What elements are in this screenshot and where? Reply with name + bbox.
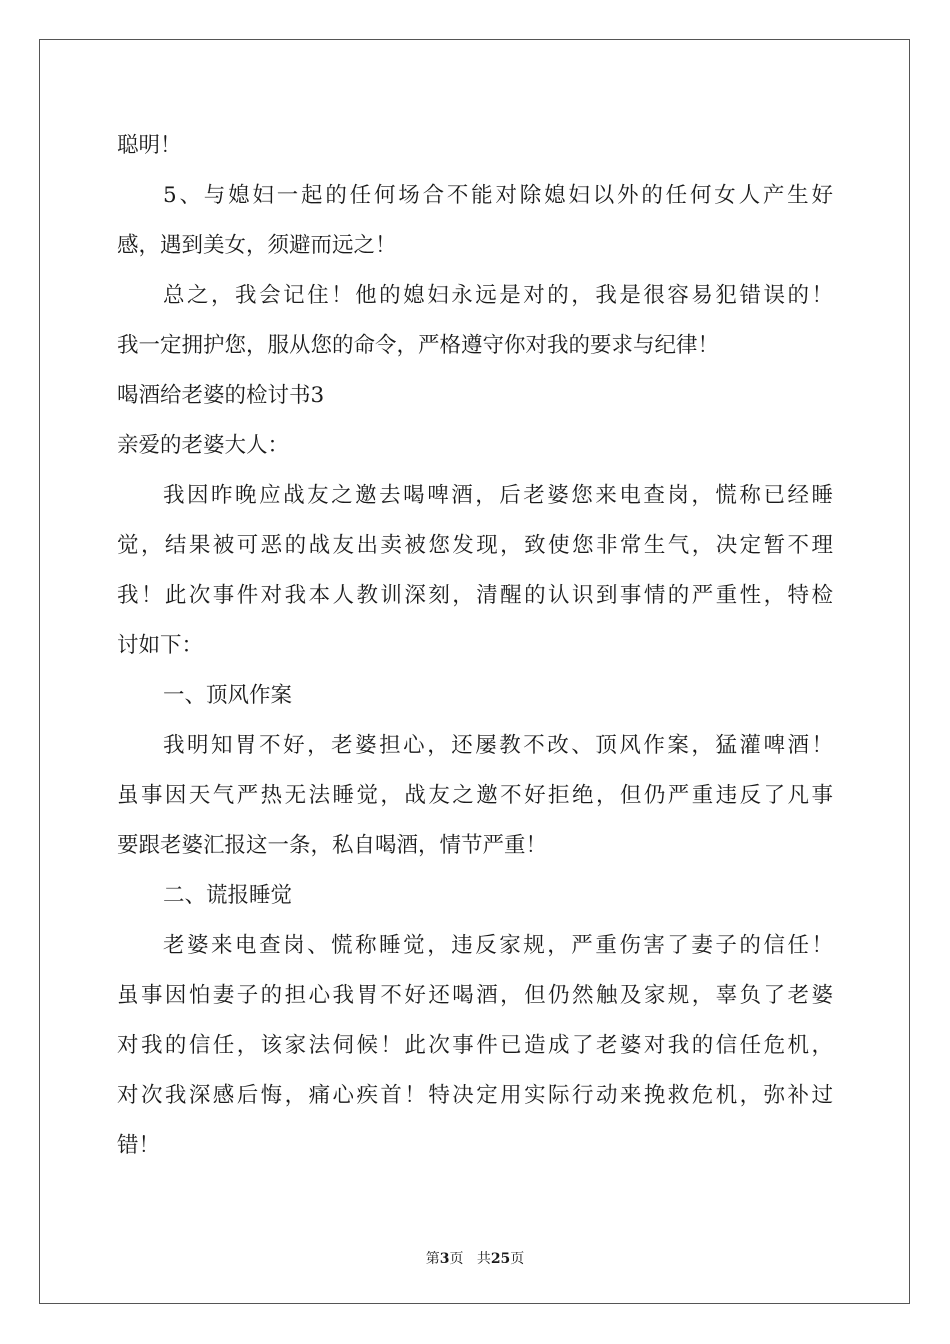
text-line: 老婆来电查岗、慌称睡觉，违反家规，严重伤害了妻子的信任！	[163, 933, 833, 958]
text-line: 虽事因天气严热无法睡觉，战友之邀不好拒绝，但仍严重违反了凡事	[117, 783, 833, 808]
text-line: 我！此次事件对我本人教训深刻，清醒的认识到事情的严重性，特检	[117, 583, 833, 608]
text-line: 感，遇到美女，须避而远之！	[117, 233, 397, 258]
text-line: 我明知胃不好，老婆担心，还屡教不改、顶风作案，猛灌啤酒！	[163, 733, 833, 758]
text-line: 要跟老婆汇报这一条，私自喝酒，情节严重！	[117, 833, 548, 858]
footer-page-number: 3	[439, 1251, 450, 1267]
text-line: 我因昨晚应战友之邀去喝啤酒，后老婆您来电查岗，慌称已经睡	[163, 483, 833, 508]
text-line: 喝酒给老婆的检讨书3	[117, 383, 325, 408]
page-footer	[0, 1248, 950, 1268]
text-line: 聪明！	[117, 133, 182, 158]
footer-prefix: 第	[425, 1251, 440, 1267]
footer-total-pages: 25	[490, 1251, 511, 1267]
text-line: 对次我深感后悔，痛心疾首！特决定用实际行动来挽救危机，弥补过	[117, 1083, 833, 1108]
text-line: 讨如下：	[117, 633, 204, 658]
text-line: 5、与媳妇一起的任何场合不能对除媳妇以外的任何女人产生好	[163, 183, 833, 208]
text-line: 觉，结果被可恶的战友出卖被您发现，致使您非常生气，决定暂不理	[117, 533, 833, 558]
text-line: 一、顶风作案	[163, 683, 293, 708]
text-line: 二、谎报睡觉	[163, 883, 293, 908]
text-line: 我一定拥护您，服从您的命令，严格遵守你对我的要求与纪律！	[117, 333, 720, 358]
footer-total-suffix: 页	[510, 1251, 525, 1267]
text-line: 总之，我会记住！他的媳妇永远是对的，我是很容易犯错误的！	[163, 283, 833, 308]
text-line: 虽事因怕妻子的担心我胃不好还喝酒，但仍然触及家规，辜负了老婆	[117, 983, 833, 1008]
document-body	[117, 121, 833, 1171]
footer-page-suffix: 页	[449, 1251, 464, 1267]
text-line: 亲爱的老婆大人：	[117, 433, 290, 458]
footer-total-prefix: 共	[476, 1251, 491, 1267]
text-line: 错！	[117, 1133, 161, 1158]
text-line: 对我的信任，该家法伺候！此次事件已造成了老婆对我的信任危机，	[117, 1033, 833, 1058]
